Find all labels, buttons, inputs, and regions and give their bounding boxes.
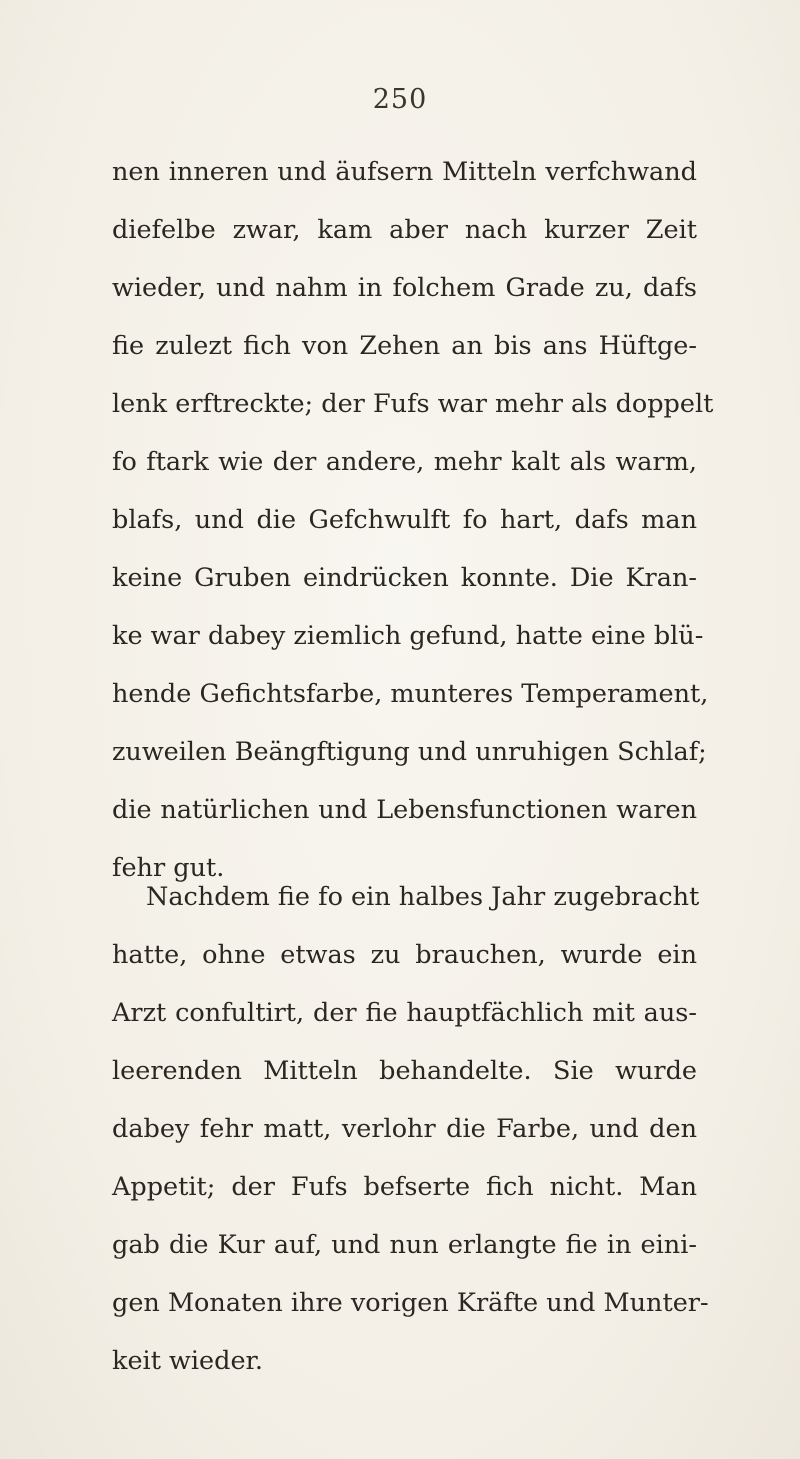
- text-line: hende Gefichtsfarbe, munteres Temperament,: [112, 679, 709, 709]
- text-line: leerenden Mitteln behandelte. Sie wurde: [112, 1056, 697, 1086]
- text-line: Appetit; der Fufs befserte fich nicht. Man: [112, 1172, 697, 1202]
- text-line: lenk erftreckte; der Fufs war mehr als doppelt: [112, 389, 714, 419]
- text-line: Arzt confultirt, der fie hauptfächlich mit aus-: [112, 998, 697, 1028]
- paragraph-2: [112, 868, 709, 1390]
- text-line: zuweilen Beängftigung und unruhigen Schlaf;: [112, 737, 707, 767]
- text-line: gab die Kur auf, und nun erlangte fie in eini-: [112, 1230, 697, 1260]
- text-line: keine Gruben eindrücken konnte. Die Kran-: [112, 563, 697, 593]
- text-line: Nachdem fie fo ein halbes Jahr zugebracht: [146, 882, 700, 912]
- text-line: gen Monaten ihre vorigen Kräfte und Munter-: [112, 1288, 709, 1318]
- text-line: fehr gut.: [112, 853, 225, 883]
- text-line: hatte, ohne etwas zu brauchen, wurde ein: [112, 940, 697, 970]
- page-number: 250: [372, 84, 428, 115]
- text-line: dabey fehr matt, verlohr die Farbe, und den: [112, 1114, 697, 1144]
- text-line: diefelbe zwar, kam aber nach kurzer Zeit: [112, 215, 697, 245]
- text-line: blafs, und die Gefchwulft fo hart, dafs man: [112, 505, 697, 535]
- text-line: ke war dabey ziemlich gefund, hatte eine blü-: [112, 621, 704, 651]
- text-line: wieder, und nahm in folchem Grade zu, dafs: [112, 273, 697, 303]
- text-line: fie zulezt fich von Zehen an bis ans Hüftge-: [112, 331, 697, 361]
- text-line: keit wieder.: [112, 1346, 264, 1376]
- text-line: die natürlichen und Lebensfunctionen waren: [112, 795, 697, 825]
- text-line: fo ftark wie der andere, mehr kalt als warm,: [112, 447, 697, 477]
- text-line: nen inneren und äufsern Mitteln verfchwand: [112, 157, 697, 187]
